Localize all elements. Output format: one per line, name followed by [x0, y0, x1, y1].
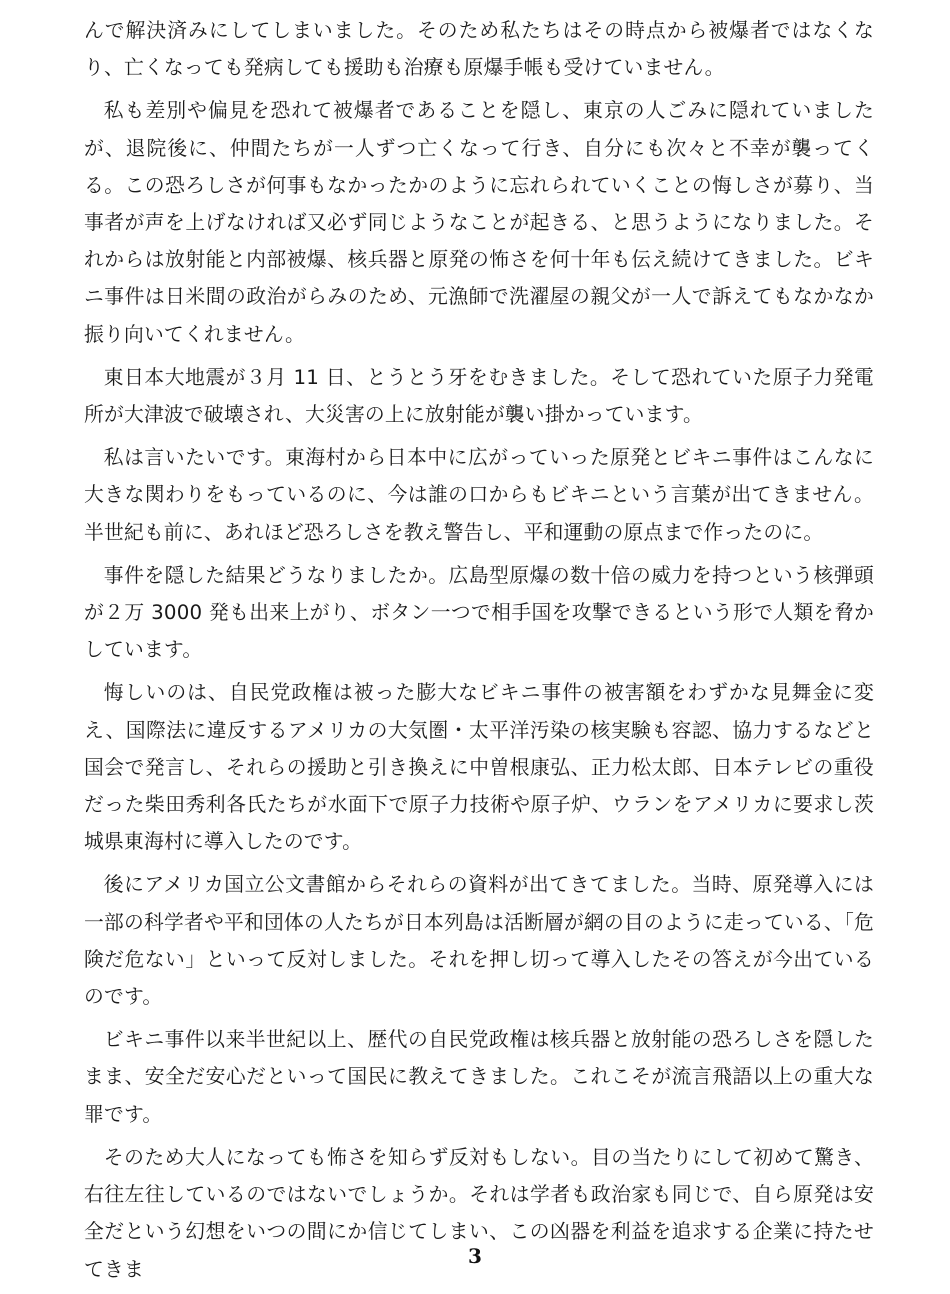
- paragraph-hiding-identity: 私も差別や偏見を恐れて被爆者であることを隠し、東京の人ごみに隠れていましたが、退院後に、仲間たちが一人ずつ亡くなって行き、自分にも次々と不幸が襲ってくる。この恐ろしさが何事もなかったかのように忘れられていくことの悔しさが募り、当事者が声を上げなければ又必ず同じようなことが起きる、と思うようになりました。それからは放射能と内部被爆、核兵器と原発の怖さを何十年も伝え続けてきました。ビキニ事件は日米間の政治がらみのため、元漁師で洗濯屋の親父が一人で訴えてもなかなか振り向いてくれません。: [84, 99, 874, 346]
- paragraph-adults-unaware: そのため大人になっても怖さを知らず反対もしない。目の当たりにして初めて驚き、右往左往しているのではないでしょうか。それは学者も政治家も同じで、自ら原発は安全だという幻想をいつの間にか信じてしまい、この凶器を利益を追求する企業に持たせてきま: [84, 1145, 874, 1281]
- paragraph-continuation: んで解決済みにしてしまいました。そのため私たちはその時点から被爆者ではなくなり、亡くなっても発病しても援助も治療も原爆手帳も受けていません。: [84, 19, 874, 80]
- body-text: [84, 12, 874, 1294]
- paragraph-bikini-connection: 私は言いたいです。東海村から日本中に広がっていった原発とビキニ事件はこんなに大きな関わりをもっているのに、今は誰の口からもビキニという言葉が出てきません。半世紀も前に、あれほど恐ろしさを教え警告し、平和運動の原点まで作ったのに。: [84, 446, 874, 544]
- paragraph-national-archives: 後にアメリカ国立公文書館からそれらの資料が出てきてました。当時、原発導入には一部の科学者や平和団体の人たちが日本列島は活断層が網の目のように走っている、「危険だ危ない」といって反対しました。それを押し切って導入したその答えが今出ているのです。: [84, 873, 874, 1009]
- paragraph-warheads: 事件を隠した結果どうなりましたか。広島型原爆の数十倍の威力を持つという核弾頭が２万 3000 発も出来上がり、ボタン一つで相手国を攻撃できるという形で人類を脅かしています。: [84, 563, 874, 662]
- page-number: 3: [468, 1244, 482, 1268]
- paragraph-earthquake: 東日本大地震が３月 11 日、とうとう牙をむきました。そして恐れていた原子力発電所が大津波で破壊され、大災害の上に放射能が襲い掛かっています。: [84, 365, 874, 427]
- paragraph-half-century: ビキニ事件以来半世紀以上、歴代の自民党政権は核兵器と放射能の恐ろしさを隠したまま、安全だ安心だといって国民に教えてきました。これこそが流言飛語以上の重大な罪です。: [84, 1028, 874, 1126]
- paragraph-ldp-government: 悔しいのは、自民党政権は被った膨大なビキニ事件の被害額をわずかな見舞金に変え、国際法に違反するアメリカの大気圏・太平洋汚染の核実験も容認、協力するなどと国会で発言し、それらの援助と引き換えに中曽根康弘、正力松太郎、日本テレビの重役だった柴田秀利各氏たちが水面下で原子力技術や原子炉、ウランをアメリカに要求し茨城県東海村に導入したのです。: [84, 681, 874, 854]
